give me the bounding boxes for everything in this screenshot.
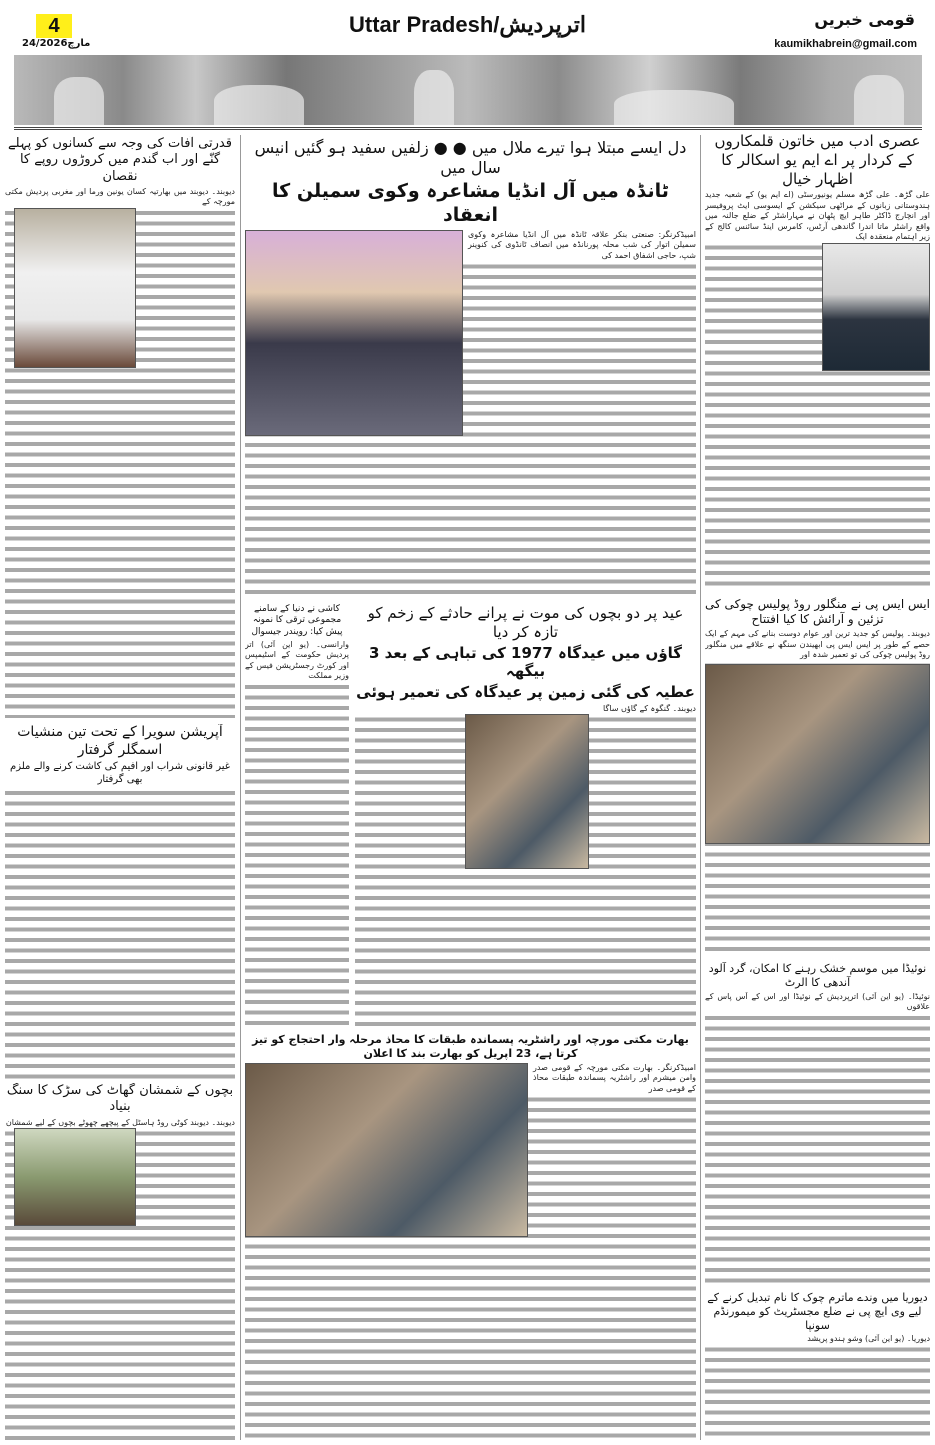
article-deoria-vhp — [705, 1291, 930, 1441]
article-body — [245, 1063, 696, 1442]
section-title: Uttar Pradesh/اترپردیش — [349, 12, 586, 37]
article-lead: دیوبند۔ دیوبند میں بھارتیہ کسان یونین ورما اور مغربی پردیش مکتی مورچہ کے — [5, 186, 235, 207]
headline-mushaira-line1: دل ایسے مبتلا ہوا تیرے ملال میں ● ● زلفیں سفید ہو گئیں انیس سال میں — [245, 138, 696, 180]
article-bharat-bandh — [245, 1033, 696, 1441]
article-kashi — [245, 604, 349, 1030]
headline-eid-line1: عید پر دو بچوں کی موت نے پرانے حادثے کے زخم کو تازہ کر دیا — [355, 604, 696, 644]
article-noida-weather — [705, 962, 930, 1285]
monuments-banner-image — [14, 55, 922, 125]
article-body — [705, 992, 930, 1286]
article-farmers-loss — [5, 136, 235, 718]
article-women-writers — [705, 132, 930, 592]
headline-bharat-bandh: بھارت مکتی مورچہ اور راشٹریہ پسماندہ طبقات کا محاذ مرحلہ وار احتجاج کو تیز کرتا ہے، 23 اپریل کو بھارت بند کا اعلان — [245, 1033, 696, 1063]
article-lead: وارانسی۔ (یو این آئی) اتر پردیش حکومت کے اسٹیمپس اور کورٹ رجسٹریشن فیس کے وزیر مملکت — [245, 639, 349, 681]
article-body — [705, 629, 930, 957]
headline-operation-savera: آپریشن سویرا کے تحت تین منشیات اسمگلر گرفتار — [5, 724, 235, 761]
headline-farmers-loss: قدرتی آفات کی وجہ سے کسانوں کو پہلے گنّے اور اب گندم میں کروڑوں روپے کا نقصان — [5, 136, 235, 187]
headline-eid-line2: گاؤں میں عیدگاہ 1977 کی تباہی کے بعد 3 بیگھہ — [355, 644, 696, 684]
issue-date: 24/مارچ2026 — [22, 38, 91, 49]
article-body — [705, 190, 930, 592]
article-body — [245, 230, 696, 596]
headline-kashi: کاشی نے دنیا کے سامنے مجموعی ترقی کا نمونہ پیش کیا: رویندر جیسوال — [245, 604, 349, 640]
article-operation-savera — [5, 724, 235, 1079]
headline-police-chowki: ایس ایس پی نے منگلور روڈ پولیس چوکی کی تزئین و آرائش کا کیا افتتاح — [705, 597, 930, 629]
subhead-operation-savera: غیر قانونی شراب اور افیم کی کاشت کرنے والے ملزم بھی گرفتار — [5, 761, 235, 788]
header-rule — [14, 127, 922, 130]
article-lead: دیوبند۔ گنگوہ کے گاؤں ساگا — [355, 704, 696, 715]
article-lead: امبیڈکرنگر۔ بھارت مکتی مورچہ کے قومی صدر وامن میشرم اور راشٹریہ پسماندہ طبقات محاذ کے قومی صدر — [245, 1063, 696, 1095]
article-eidgah — [355, 604, 696, 1030]
mushaira-photo — [245, 230, 463, 436]
contact-email: kaumikhabrein@gmail.com — [774, 38, 917, 50]
article-lead: دیوبند۔ دیوبند کوٹی روڈ ہاسٹل کے پیچھے چھوٹے بچوں کے لیے شمشان — [5, 1117, 235, 1127]
article-body — [5, 187, 235, 718]
police-chowki-photo — [705, 664, 930, 844]
article-cremation-road — [5, 1083, 235, 1441]
article-lead: دیوبند۔ پولیس کو جدید ترین اور عوام دوست بنانے کی مہم کے ایک حصے کے طور پر ایس ایس پی ابھیندن سنگھ نے علاقے میں منگلور روڈ پولیس چوکی کی تو تعمیر شدہ اور — [705, 629, 930, 659]
headline-eid-line3: عطیہ کی گئی زمین پر عیدگاہ کی تعمیر ہوئی — [355, 683, 696, 704]
article-lead: دیوریا۔ (یو این آئی) وشو ہندو پریشد — [705, 1334, 930, 1345]
headline-deoria-vhp: دیوریا میں وندے ماترم چوک کا نام تبدیل کرنے کے لیے وی ایچ پی نے ضلع مجسٹریٹ کو میمورنڈم سونپا — [705, 1291, 930, 1334]
article-police-chowki — [705, 597, 930, 957]
newspaper-logo: قومی خبریں — [814, 10, 915, 29]
headline-cremation-road: بچوں کے شمشان گھاٹ کی سڑک کا سنگ بنیاد — [5, 1083, 235, 1118]
column-divider — [240, 135, 241, 1440]
memorandum-photo — [245, 1063, 528, 1237]
eidgah-photo — [465, 714, 589, 869]
article-body — [355, 704, 696, 1030]
page-number: 4 — [36, 14, 72, 38]
scholar-photo — [822, 243, 930, 371]
headline-noida-weather: نوئیڈا میں موسم خشک رہنے کا امکان، گرد آلود آندھی کا الرٹ — [705, 962, 930, 992]
article-lead: علی گڑھ۔ علی گڑھ مسلم یونیورسٹی (اے ایم یو) کے شعبہ جدید ہندوستانی زبانوں کے مراٹھی سیکشن کے ایسوسی ایٹ پروفیسر اور انچارج ڈاکٹر طاہر ایچ پٹھان نے مہاراشٹر کے ضلع جالنہ میں واقع راشٹر ماتا اندرا گاندھی آرٹس، کامرس اینڈ سائنس کالج کے زیر اہتمام منعقدہ ایک — [705, 190, 930, 242]
column-divider — [700, 135, 701, 1440]
article-body — [705, 1334, 930, 1441]
article-body — [5, 1118, 235, 1442]
article-body — [5, 788, 235, 1079]
article-mushaira — [245, 138, 696, 595]
headline-mushaira-line2: ٹانڈہ میں آل انڈیا مشاعرہ وکوی سمیلن کا انعقاد — [245, 180, 696, 230]
article-lead: نوئیڈا۔ (یو این آئی) اترپردیش کے نوئیڈا اور اس کے آس پاس کے علاقوں — [705, 991, 930, 1011]
foundation-stone-photo — [14, 1128, 136, 1226]
headline-women-writers: عصری ادب میں خاتون قلمکاروں کے کردار پر اے ایم یو اسکالر کا اظہار خیال — [705, 132, 930, 190]
speaker-photo — [14, 208, 136, 368]
article-body — [245, 640, 349, 1030]
article-lead: امبیڈکرنگر: صنعتی بنکر علاقہ ٹانڈہ میں آل انڈیا مشاعرہ وکوی سمیلن اتوار کی شب محلہ پورنانڈہ میں انصاف ٹانڈوی کی کنوینر شپ، حاجی اشفاق احمد کی — [245, 230, 696, 262]
